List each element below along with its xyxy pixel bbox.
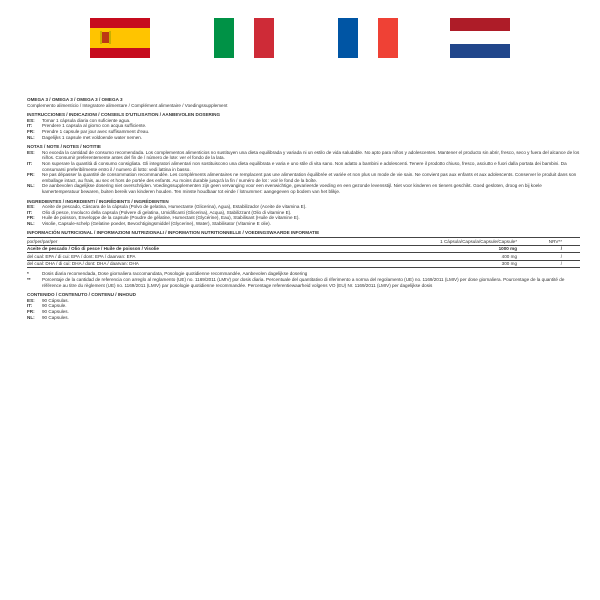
label-document <box>27 97 580 320</box>
content-line-text: 90 Capsules. <box>42 309 69 314</box>
nutrition-header-row <box>27 237 580 246</box>
language-code: FR: <box>27 309 35 314</box>
note-line-text: De aanbevolen dagelijkse dosering niet overschrijden. Voedingssupplementen zijn geen vervanging voor een evenwichtige, gevarieerde voeding en een gezonde levensstijl. Niet voor kinderen en tieners geschikt. Goed gesloten, droog en bij koele kamertemperatuur bewaren, buiten bereik van kinderen houden. Ten minste houdbaar tot einde / lotnummer: aangegeven op bodem van het blikje. <box>42 183 542 194</box>
instructions-section <box>27 112 580 140</box>
language-code: ES: <box>27 204 35 210</box>
language-code: IT: <box>27 303 33 309</box>
nutrition-cell-c2: 400 mg <box>501 253 517 259</box>
note-line <box>27 183 580 194</box>
footnote-mark: ** <box>27 277 31 283</box>
nutrition-col-nrv: NRV** <box>548 238 562 244</box>
nutrition-section <box>27 230 580 288</box>
note-line-text: Ne pas dépasser la quantité de consommation recommandée. Les compléments alimentaires ne remplacent pas une alimentation équilibrée et variée et non plus un mode de vie sain. Ne convient pas aux enfants et aux adolescents. Conserver le produit dans son emballage intact, au frais, au sec et hors de portée des enfants. Au moins durable jusqu'à la fin / numéro de lot : voir le fond de la boîte. <box>42 172 577 183</box>
language-code: FR: <box>27 128 35 134</box>
ingredient-line-text: Aceite de pescado, Cáscara de la cápsula (Polvo de gelatina, Humectante (Glicerina), Agua), Estabilizador (Aceite de vitamina E). <box>42 204 307 210</box>
instruction-line <box>27 135 580 141</box>
nutrition-col-per-capsule: 1 Cápsula/Capsula/Capsule/Capsule* <box>440 238 517 244</box>
nutrition-cell-c1: del cual: DHA / di cui: DHA / dont: DHA / daarvan: DHA <box>27 261 139 267</box>
nutrition-cell-c3: / <box>560 261 562 267</box>
nutrition-row <box>27 246 580 254</box>
note-line-text: Non superare la quantità di consumo consigliata. Gli integratori alimentari non sostituiscono una dieta equilibrata e varia e uno stile di vita sano. Non adatto a bambini e adolescenti. Tenere il prodotto chiuso, fresco, asciutto e fuori dalla portata dei bambini. Da consumarsi preferibilmente entro il / numero di lotto: vedi lattina in basso. <box>42 160 567 172</box>
content-line-text: 90 Cápsulas. <box>42 297 69 303</box>
footnote-text: Porcentaje de la cantidad de referencia con arreglo al reglamento (UE) no. 1169/2011 (LMIV) por dosis diaria. Percentuale del quantitativo di riferimento a norma del regolamento (UE) no. 1169/2011 (LMIV) per dose giornaliera. Pourcentage de la quantité de référence au titre du règlement (UE) no. 1169/2011 (LMIV) par posologie quotidienne recommandée. Percentage referentiewaarheid volgens VO (EU) Nr. 1169/2011 (LMIV) per dagelijkse dosis <box>42 277 565 288</box>
nutrition-cell-c2: 300 mg <box>501 261 517 267</box>
nutrition-cell-c3: / <box>560 246 562 252</box>
content-line-text: 90 Capsules. <box>42 314 69 320</box>
nutrition-cell-c3: / <box>560 253 562 259</box>
content-line-text: 90 Capsule. <box>42 303 67 309</box>
notes-heading: NOTAS / NOTE / NOTES / NOTITIE <box>27 144 101 150</box>
footnote-mark: * <box>27 271 29 277</box>
ingredient-line <box>27 221 580 227</box>
language-code: ES: <box>27 297 35 303</box>
product-title: OMEGA 3 / OMEGA 3 / OMEGA 3 / OMEGA 3 <box>27 97 123 102</box>
note-line <box>27 161 580 172</box>
netherlands-flag-icon <box>450 18 510 58</box>
nutrition-heading: INFORMACIÓN NUTRICIONAL / INFORMAZIONI NUTRIZIONALI / INFORMATION NUTRITIONNELLE / VOEDINGSWAARDE INFORMATIE <box>27 230 320 236</box>
contents-heading: CONTENIDO / CONTENUTO / CONTENU / INHOUD <box>27 292 136 298</box>
content-line <box>27 315 580 321</box>
notes-section <box>27 144 580 194</box>
language-code: IT: <box>27 209 33 215</box>
italy-flag-icon <box>214 18 274 58</box>
spain-flag-icon <box>90 18 150 58</box>
ingredient-line-text: Visolie, Capsule-schelp (Gelatine poeder, Bevochtigingsmiddel (Glycerine), Water), Stabilisator (Vitamine E olie). <box>42 220 271 226</box>
flags-row <box>90 18 520 60</box>
footnote-text: Dosis diaria recomendada, Dose giornaliera raccomandata, Posologie quotidienne recommandée, Aanbevolen dagelijkse dosering <box>42 271 308 277</box>
note-line-text: No exceda la cantidad de consumo recomendada. Los complementos alimenticios no sustituyen una dieta equilibrada y variada ni un estilo de vida saludable. No apto para niños y adolescentes. Mantener el producto sin abrir, fresco, seco y fuera del alcance de los niños. Consumir preferentemente antes del fin de / número de lote: ver el fondo de la lata. <box>42 149 580 161</box>
language-code: FR: <box>27 215 35 221</box>
nutrition-row <box>27 261 580 269</box>
footnote <box>27 277 580 288</box>
ingredient-line-text: Huile de poisson, Enveloppe de la capsule (Poudre de gélatine, Humectant (Glycérine), Eau), Stabilisant (Huile de vitamine E). <box>42 215 300 221</box>
language-code: IT: <box>27 123 33 129</box>
note-line <box>27 150 580 161</box>
language-code: ES: <box>27 149 35 155</box>
instruction-line-text: Prendere 1 capsula al giorno con acqua sufficiente. <box>42 123 147 129</box>
instructions-heading: INSTRUCCIONES / INDICAZIONI / CONSEILS D'UTILISATION / AANBEVOLEN DOSERING <box>27 112 221 118</box>
instruction-line-text: Dagelijks 1 capsule met voldoende water nemen. <box>42 134 143 140</box>
nutrition-row <box>27 253 580 261</box>
language-code: NL: <box>27 183 35 189</box>
nutrition-cell-c1: del cual: EPA / di cui: EPA / dont: EPA / daarvan: EPA <box>27 253 136 259</box>
france-flag-icon <box>338 18 398 58</box>
nutrition-cell-c2: 1000 mg <box>498 246 517 252</box>
instruction-line-text: Prendre 1 capsule par jour avec suffisamment d'eau. <box>42 128 150 134</box>
language-code: NL: <box>27 220 35 226</box>
ingredients-heading: INGREDIENTES / INGREDIENTI / INGRÉDIENTS / INGRÉDIENTEN <box>27 198 169 204</box>
note-line <box>27 172 580 183</box>
ingredients-section <box>27 199 580 227</box>
contents-section <box>27 292 580 320</box>
ingredient-line-text: Olio di pesce, Involucro della capsula (Polvere di gelatina, Umidificanti (Glicerina), Acqua), Stabilizzant (Olio di vitamine E). <box>42 209 292 215</box>
language-code: FR: <box>27 172 35 178</box>
language-code: IT: <box>27 160 33 166</box>
instruction-line-text: Tomar 1 cápsula diaria con suficiente agua. <box>42 117 131 123</box>
nutrition-table <box>27 237 580 268</box>
language-code: NL: <box>27 134 35 140</box>
language-code: NL: <box>27 314 35 320</box>
product-subtitle: Complemento alimenticio / Integratore alimentare / Complément alimentaire / Voedingssupplement <box>27 102 228 108</box>
nutrition-cell-c1: Aceite de pescado / Olio di pesce / Huile de poisson / Visolie <box>27 246 159 252</box>
language-code: ES: <box>27 117 35 123</box>
nutrition-col-basis: por/per/par/per <box>27 238 58 244</box>
